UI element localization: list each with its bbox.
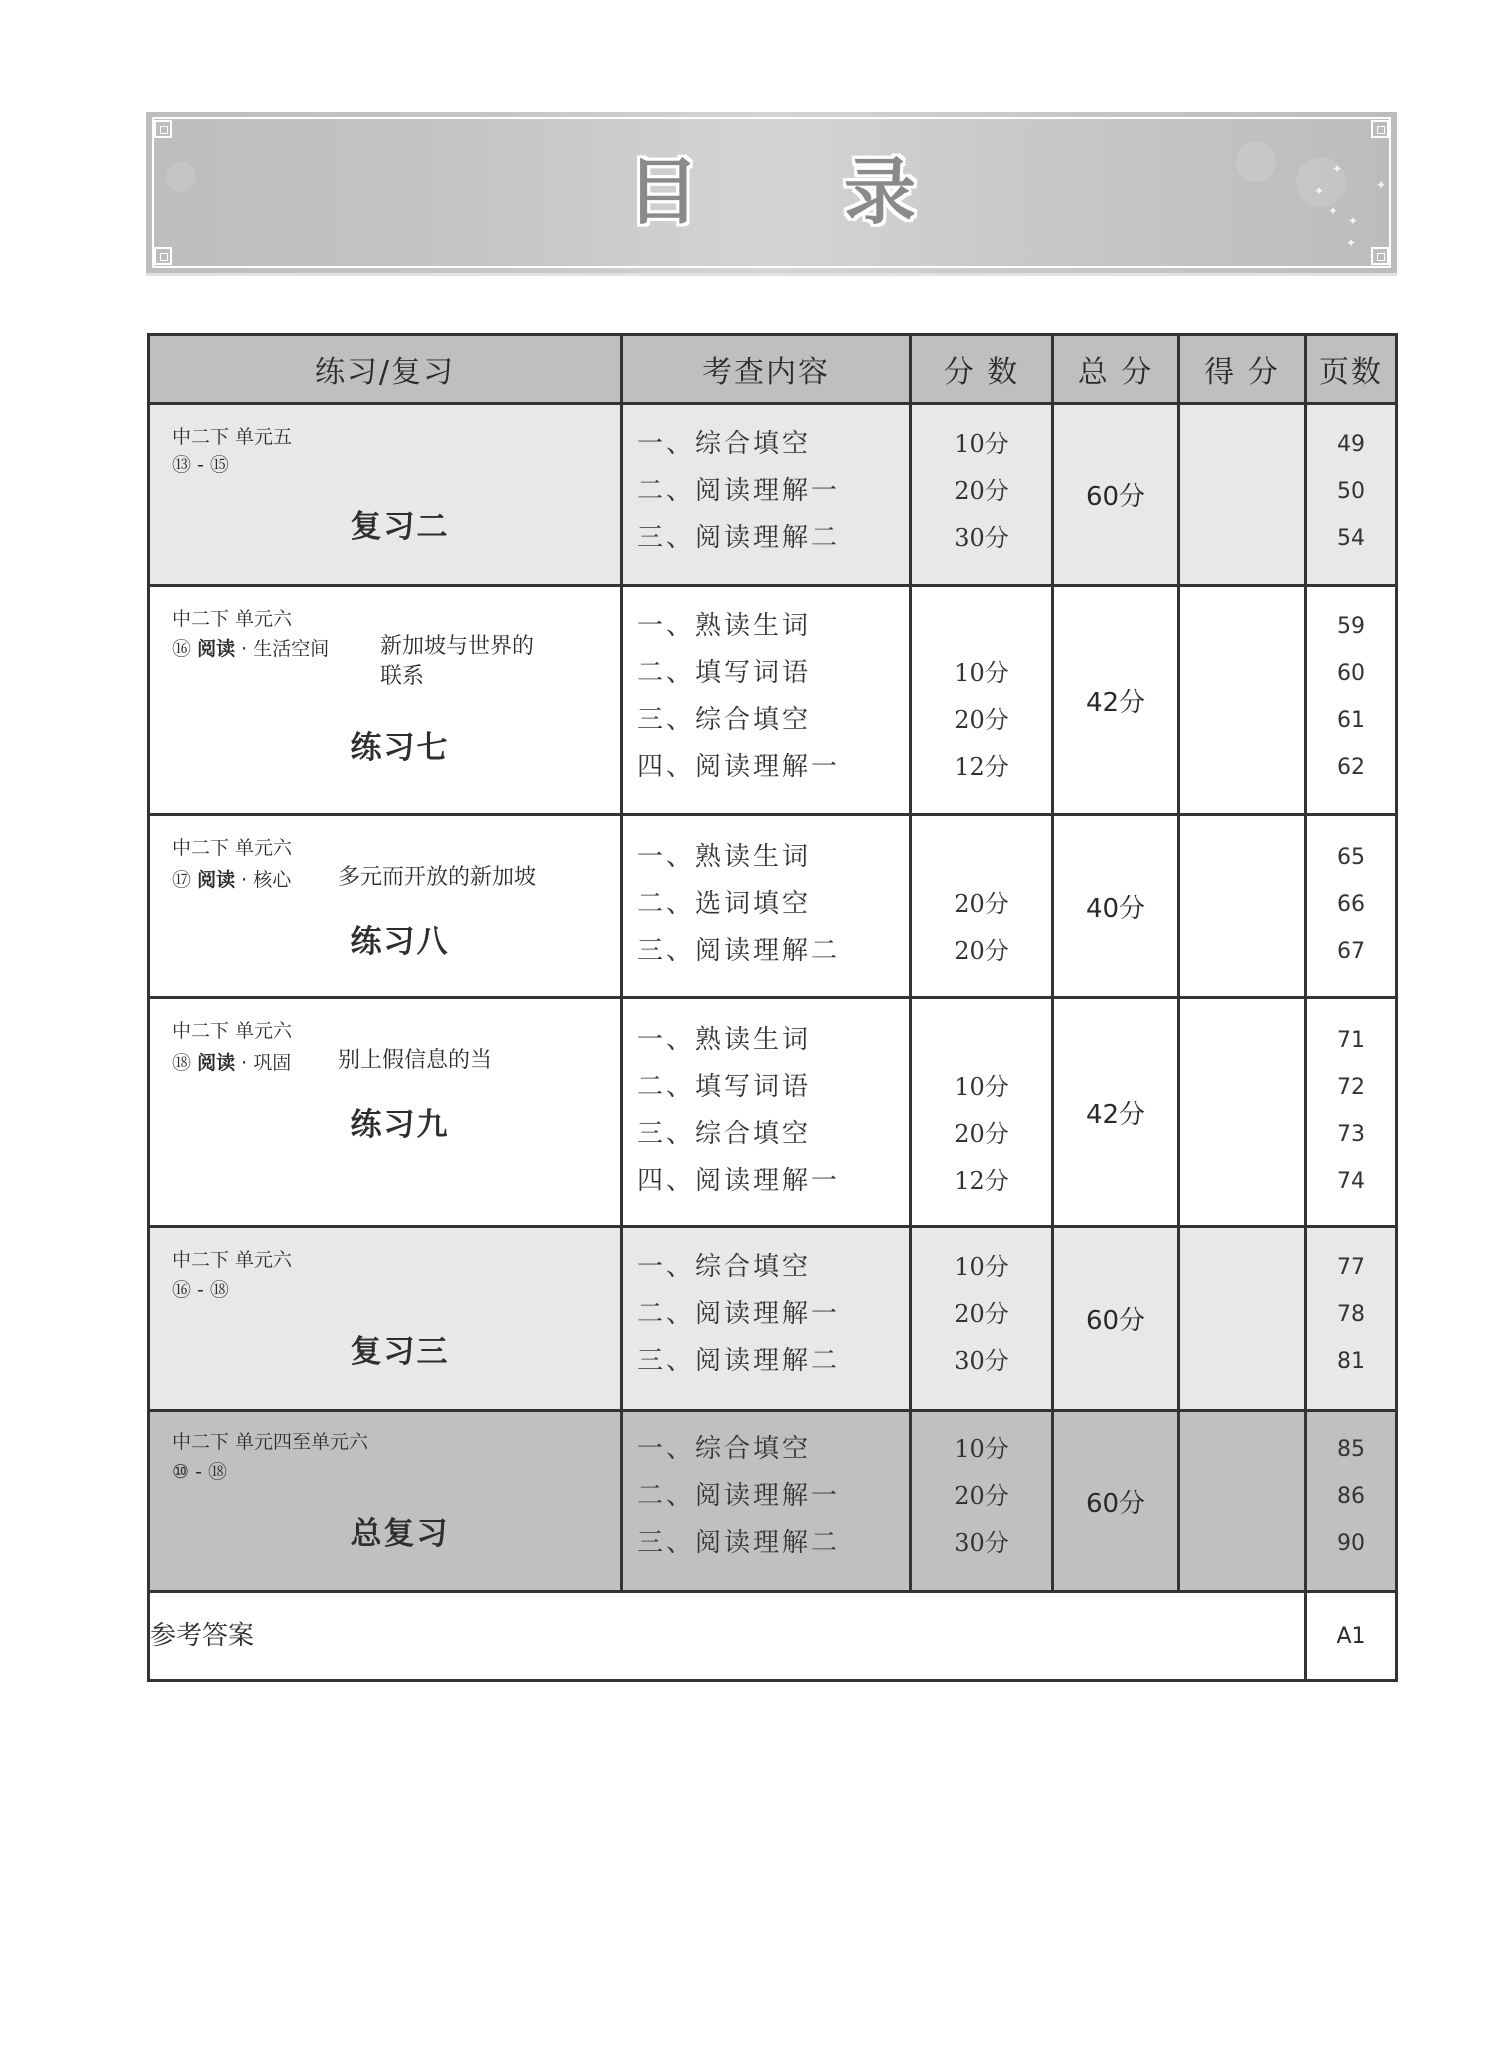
sparkle-icon: ✦ (1348, 214, 1359, 228)
content-item: 四、阅读理解一 (637, 752, 841, 782)
total-cell: 42分 (1053, 998, 1179, 1227)
header-page: 页数 (1306, 335, 1397, 404)
exercise-cell (149, 815, 622, 998)
unit-label: 中二下 单元六 (172, 1020, 293, 1042)
content-item: 二、填写词语 (637, 1072, 812, 1102)
page-number[interactable]: 71 (1337, 1028, 1365, 1053)
content-cell (622, 815, 911, 998)
lesson-subtag: · 生活空间 (241, 638, 330, 660)
points-value: 30分 (954, 524, 1009, 552)
page-number[interactable]: 73 (1337, 1122, 1365, 1147)
header-total: 总 分 (1053, 335, 1179, 404)
points-value: 10分 (954, 1253, 1009, 1281)
content-item: 三、阅读理解二 (637, 1346, 841, 1376)
page-number[interactable]: 62 (1337, 755, 1365, 780)
content-item: 一、熟读生词 (637, 842, 812, 872)
page-number[interactable]: 77 (1337, 1255, 1365, 1280)
sparkle-icon: ✦ (1332, 162, 1343, 176)
total-cell: 60分 (1053, 1227, 1179, 1411)
lesson-tag: 阅读 (197, 1052, 236, 1074)
answers-row (149, 1592, 1397, 1681)
unit-label: 中二下 单元五 (172, 426, 293, 448)
table-row (149, 586, 1397, 815)
contents-table (147, 333, 1398, 1682)
page-number[interactable]: 72 (1337, 1075, 1365, 1100)
content-item: 一、熟读生词 (637, 1025, 812, 1055)
page-number[interactable]: 90 (1337, 1531, 1365, 1556)
corner-ornament-icon (1371, 247, 1389, 265)
content-item: 一、熟读生词 (637, 611, 812, 641)
lesson-number: ⑰ (172, 869, 192, 891)
exercise-title[interactable]: 复习二 (350, 509, 450, 545)
content-item: 三、阅读理解二 (637, 1528, 841, 1558)
corner-ornament-icon (1371, 120, 1389, 138)
points-cell (911, 815, 1053, 998)
score-cell[interactable] (1179, 1411, 1306, 1592)
lesson-tag: 阅读 (197, 638, 236, 660)
lesson-title: 新加坡与世界的 (380, 634, 535, 659)
unit-label: 中二下 单元六 (172, 1249, 293, 1271)
table-header (149, 335, 1397, 404)
unit-label: 中二下 单元六 (172, 837, 293, 859)
page-number[interactable]: 86 (1337, 1484, 1365, 1509)
page-number[interactable]: 54 (1337, 526, 1365, 551)
header-score: 得 分 (1179, 335, 1306, 404)
points-cell (911, 998, 1053, 1227)
score-cell[interactable] (1179, 586, 1306, 815)
content-item: 一、综合填空 (637, 1434, 812, 1464)
sparkle-icon: ✦ (1328, 204, 1339, 218)
lesson-range: ⑬ - ⑮ (172, 454, 229, 476)
points-value: 30分 (954, 1529, 1009, 1557)
lesson-tag: 阅读 (197, 869, 236, 891)
exercise-cell (149, 404, 622, 586)
points-value (912, 1017, 1051, 1064)
score-cell[interactable] (1179, 998, 1306, 1227)
total-cell: 60分 (1053, 1411, 1179, 1592)
total-cell: 42分 (1053, 586, 1179, 815)
content-item: 二、填写词语 (637, 658, 812, 688)
page-number[interactable]: 59 (1337, 614, 1365, 639)
points-value: 20分 (954, 890, 1009, 918)
exercise-title[interactable]: 练习七 (350, 730, 450, 766)
points-value: 20分 (954, 1482, 1009, 1510)
page-cell (1306, 1411, 1397, 1592)
table-row (149, 815, 1397, 998)
content-item: 二、选词填空 (637, 889, 812, 919)
unit-label: 中二下 单元四至单元六 (172, 1431, 369, 1453)
page-cell (1306, 815, 1397, 998)
content-cell (622, 998, 911, 1227)
lesson-subtag: · 巩固 (241, 1052, 292, 1074)
page-number[interactable]: 67 (1337, 939, 1365, 964)
page-number[interactable]: 65 (1337, 845, 1365, 870)
content-item: 三、阅读理解二 (637, 936, 841, 966)
table-row (149, 1227, 1397, 1411)
content-item: 三、综合填空 (637, 705, 812, 735)
content-cell (622, 404, 911, 586)
lesson-range: ⑩ - ⑱ (172, 1461, 227, 1483)
points-cell (911, 586, 1053, 815)
answers-page[interactable]: A1 (1306, 1592, 1397, 1681)
page-cell (1306, 404, 1397, 586)
sparkle-icon: ✦ (1346, 236, 1357, 250)
points-value: 10分 (954, 1435, 1009, 1463)
points-cell (911, 1411, 1053, 1592)
content-item: 三、阅读理解二 (637, 523, 841, 553)
lesson-subtag: · 核心 (241, 869, 292, 891)
points-value: 20分 (954, 1120, 1009, 1148)
content-item: 一、综合填空 (637, 429, 812, 459)
points-value: 12分 (954, 1167, 1009, 1195)
page-number[interactable]: 78 (1337, 1302, 1365, 1327)
corner-ornament-icon (154, 247, 172, 265)
exercise-cell (149, 1227, 622, 1411)
exercise-title[interactable]: 练习八 (350, 924, 450, 960)
points-value: 10分 (954, 430, 1009, 458)
score-cell[interactable] (1179, 1227, 1306, 1411)
exercise-cell (149, 1411, 622, 1592)
title-banner (146, 112, 1397, 273)
points-value: 20分 (954, 1300, 1009, 1328)
lesson-line (172, 1051, 291, 1075)
content-item: 二、阅读理解一 (637, 1481, 841, 1511)
header-exercise: 练习/复习 (149, 335, 622, 404)
page-number[interactable]: 74 (1337, 1169, 1365, 1194)
sparkle-icon: ✦ (1376, 178, 1387, 192)
table-row (149, 404, 1397, 586)
points-value: 20分 (954, 937, 1009, 965)
points-value: 30分 (954, 1347, 1009, 1375)
content-item: 二、阅读理解一 (637, 1299, 841, 1329)
points-value (912, 603, 1051, 650)
content-cell (622, 1411, 911, 1592)
page-number[interactable]: 66 (1337, 892, 1365, 917)
lesson-title-cont: 联系 (380, 664, 425, 689)
answers-label[interactable]: 参考答案 (149, 1592, 1306, 1681)
lesson-number: ⑱ (172, 1052, 192, 1074)
page-cell (1306, 998, 1397, 1227)
exercise-title[interactable]: 总复习 (350, 1516, 450, 1552)
points-value: 10分 (954, 659, 1009, 687)
page-number[interactable]: 85 (1337, 1437, 1365, 1462)
page-number[interactable]: 49 (1337, 432, 1365, 457)
points-value: 20分 (954, 477, 1009, 505)
page-number[interactable]: 50 (1337, 479, 1365, 504)
lesson-number: ⑯ (172, 638, 192, 660)
lesson-title: 多元而开放的新加坡 (338, 865, 537, 890)
header-content: 考查内容 (622, 335, 911, 404)
lesson-line (172, 868, 291, 892)
lesson-line (172, 637, 329, 661)
page-number[interactable]: 81 (1337, 1349, 1365, 1374)
page-number[interactable]: 61 (1337, 708, 1365, 733)
lesson-title: 别上假信息的当 (338, 1048, 493, 1073)
sparkle-icon: ✦ (1314, 184, 1325, 198)
content-item: 一、综合填空 (637, 1252, 812, 1282)
page-number[interactable]: 60 (1337, 661, 1365, 686)
header-points: 分 数 (911, 335, 1053, 404)
content-item: 三、综合填空 (637, 1119, 812, 1149)
corner-ornament-icon (154, 120, 172, 138)
exercise-title[interactable]: 复习三 (350, 1334, 450, 1370)
total-cell: 60分 (1053, 404, 1179, 586)
points-cell (911, 1227, 1053, 1411)
page-cell (1306, 586, 1397, 815)
page-title: 目 录 (626, 150, 977, 234)
content-item: 四、阅读理解一 (637, 1166, 841, 1196)
points-value: 10分 (954, 1073, 1009, 1101)
points-cell (911, 404, 1053, 586)
score-cell[interactable] (1179, 404, 1306, 586)
exercise-cell (149, 998, 622, 1227)
content-cell (622, 1227, 911, 1411)
lesson-range: ⑯ - ⑱ (172, 1279, 229, 1301)
exercise-cell (149, 586, 622, 815)
points-value: 12分 (954, 753, 1009, 781)
table-row (149, 998, 1397, 1227)
content-item: 二、阅读理解一 (637, 476, 841, 506)
points-value: 20分 (954, 706, 1009, 734)
points-value (912, 834, 1051, 881)
page-cell (1306, 1227, 1397, 1411)
total-cell: 40分 (1053, 815, 1179, 998)
unit-label: 中二下 单元六 (172, 608, 293, 630)
table-row (149, 1411, 1397, 1592)
score-cell[interactable] (1179, 815, 1306, 998)
exercise-title[interactable]: 练习九 (350, 1107, 450, 1143)
content-cell (622, 586, 911, 815)
